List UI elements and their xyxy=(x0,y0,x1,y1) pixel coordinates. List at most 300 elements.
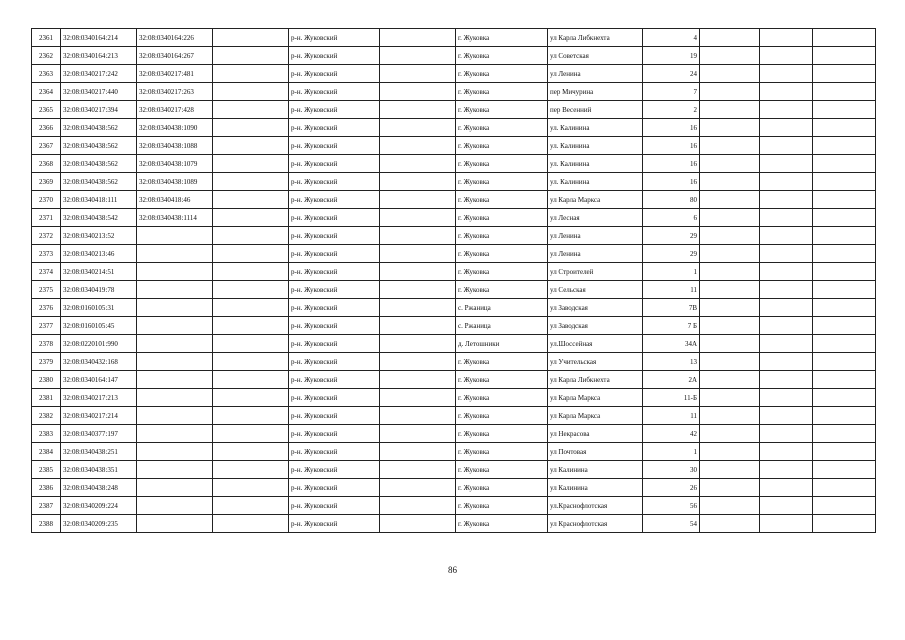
cell-empty-col xyxy=(213,281,289,299)
table-row xyxy=(32,461,876,479)
cell-cadastral-number: 32:08:0340438:248 xyxy=(61,479,137,497)
cell-empty-col xyxy=(213,317,289,335)
table-row xyxy=(32,497,876,515)
cell-empty-col-2 xyxy=(380,173,456,191)
cell-extra-col-2 xyxy=(760,209,813,227)
cell-empty-col-2 xyxy=(380,101,456,119)
cell-street: ул Советская xyxy=(548,47,643,65)
cell-row-number: 2383 xyxy=(32,425,61,443)
table-row xyxy=(32,515,876,533)
cell-empty-col xyxy=(213,389,289,407)
cell-district: р-н. Жуковский xyxy=(289,155,380,173)
cell-street: ул.Краснофлотская xyxy=(548,497,643,515)
cell-row-number: 2381 xyxy=(32,389,61,407)
cell-row-number: 2370 xyxy=(32,191,61,209)
cell-cadastral-number: 32:08:0340209:235 xyxy=(61,515,137,533)
cell-empty-col-2 xyxy=(380,29,456,47)
cell-district: р-н. Жуковский xyxy=(289,173,380,191)
cell-cadastral-number: 32:08:0220101:990 xyxy=(61,335,137,353)
table-body xyxy=(32,29,876,533)
cell-settlement: г. Жуковка xyxy=(456,137,548,155)
cell-extra-col-3 xyxy=(813,65,876,83)
cell-cadastral-number-2 xyxy=(137,353,213,371)
cell-extra-col-3 xyxy=(813,353,876,371)
cell-house-number: 26 xyxy=(643,479,700,497)
cell-row-number: 2375 xyxy=(32,281,61,299)
cell-empty-col xyxy=(213,335,289,353)
cell-house-number: 2А xyxy=(643,371,700,389)
cell-settlement: г. Жуковка xyxy=(456,263,548,281)
cell-extra-col-2 xyxy=(760,119,813,137)
cell-empty-col xyxy=(213,227,289,245)
cell-extra-col-1 xyxy=(700,389,760,407)
cell-district: р-н. Жуковский xyxy=(289,281,380,299)
cell-extra-col-3 xyxy=(813,137,876,155)
cell-extra-col-2 xyxy=(760,515,813,533)
cell-cadastral-number-2 xyxy=(137,245,213,263)
cell-settlement: г. Жуковка xyxy=(456,245,548,263)
table-row xyxy=(32,371,876,389)
cell-empty-col-2 xyxy=(380,191,456,209)
cell-row-number: 2378 xyxy=(32,335,61,353)
cell-district: р-н. Жуковский xyxy=(289,515,380,533)
cell-extra-col-2 xyxy=(760,353,813,371)
cell-extra-col-3 xyxy=(813,191,876,209)
cell-street: ул. Калинина xyxy=(548,155,643,173)
cell-extra-col-1 xyxy=(700,281,760,299)
table-row xyxy=(32,425,876,443)
cell-house-number: 4 xyxy=(643,29,700,47)
cell-street: пер Весенний xyxy=(548,101,643,119)
cell-street: ул Заводская xyxy=(548,317,643,335)
cell-extra-col-1 xyxy=(700,317,760,335)
cell-extra-col-3 xyxy=(813,389,876,407)
cell-extra-col-1 xyxy=(700,263,760,281)
cell-empty-col-2 xyxy=(380,371,456,389)
cell-extra-col-3 xyxy=(813,47,876,65)
cell-cadastral-number: 32:08:0340377:197 xyxy=(61,425,137,443)
cell-cadastral-number: 32:08:0340213:52 xyxy=(61,227,137,245)
cell-row-number: 2368 xyxy=(32,155,61,173)
cell-empty-col-2 xyxy=(380,389,456,407)
cell-extra-col-3 xyxy=(813,371,876,389)
cell-street: ул Некрасова xyxy=(548,425,643,443)
cell-empty-col-2 xyxy=(380,425,456,443)
cell-extra-col-3 xyxy=(813,101,876,119)
cell-district: р-н. Жуковский xyxy=(289,443,380,461)
cell-street: ул Лесная xyxy=(548,209,643,227)
cell-empty-col xyxy=(213,191,289,209)
cell-row-number: 2362 xyxy=(32,47,61,65)
table-row xyxy=(32,479,876,497)
cell-cadastral-number: 32:08:0340418:111 xyxy=(61,191,137,209)
cell-empty-col-2 xyxy=(380,335,456,353)
cell-settlement: г. Жуковка xyxy=(456,65,548,83)
cell-extra-col-1 xyxy=(700,227,760,245)
cell-row-number: 2388 xyxy=(32,515,61,533)
cell-house-number: 80 xyxy=(643,191,700,209)
cell-extra-col-3 xyxy=(813,299,876,317)
cell-extra-col-1 xyxy=(700,407,760,425)
cell-house-number: 34А xyxy=(643,335,700,353)
cell-street: ул Карла Маркса xyxy=(548,407,643,425)
cell-extra-col-1 xyxy=(700,209,760,227)
cell-street: ул Строителей xyxy=(548,263,643,281)
cell-extra-col-2 xyxy=(760,101,813,119)
cell-cadastral-number: 32:08:0340217:214 xyxy=(61,407,137,425)
table-row xyxy=(32,83,876,101)
cell-extra-col-3 xyxy=(813,407,876,425)
cell-settlement: г. Жуковка xyxy=(456,101,548,119)
cell-cadastral-number: 32:08:0340164:213 xyxy=(61,47,137,65)
cell-cadastral-number: 32:08:0340438:562 xyxy=(61,119,137,137)
cell-row-number: 2373 xyxy=(32,245,61,263)
cell-row-number: 2387 xyxy=(32,497,61,515)
cell-street: ул.Шоссейная xyxy=(548,335,643,353)
cell-empty-col-2 xyxy=(380,479,456,497)
cell-street: пер Мичурина xyxy=(548,83,643,101)
cell-street: ул Учительская xyxy=(548,353,643,371)
cell-extra-col-1 xyxy=(700,119,760,137)
cell-cadastral-number: 32:08:0340214:51 xyxy=(61,263,137,281)
cell-extra-col-2 xyxy=(760,443,813,461)
cell-empty-col xyxy=(213,425,289,443)
cell-extra-col-1 xyxy=(700,173,760,191)
cell-extra-col-2 xyxy=(760,83,813,101)
cell-empty-col xyxy=(213,83,289,101)
cell-row-number: 2380 xyxy=(32,371,61,389)
cell-row-number: 2379 xyxy=(32,353,61,371)
cell-empty-col xyxy=(213,245,289,263)
cell-settlement: г. Жуковка xyxy=(456,47,548,65)
cell-row-number: 2384 xyxy=(32,443,61,461)
cell-settlement: г. Жуковка xyxy=(456,515,548,533)
cell-empty-col-2 xyxy=(380,137,456,155)
cell-settlement: г. Жуковка xyxy=(456,227,548,245)
cell-extra-col-2 xyxy=(760,281,813,299)
cell-empty-col-2 xyxy=(380,317,456,335)
cell-extra-col-1 xyxy=(700,155,760,173)
cell-district: р-н. Жуковский xyxy=(289,191,380,209)
cell-extra-col-3 xyxy=(813,479,876,497)
cell-district: р-н. Жуковский xyxy=(289,65,380,83)
cell-cadastral-number: 32:08:0340217:242 xyxy=(61,65,137,83)
cell-extra-col-1 xyxy=(700,515,760,533)
cell-empty-col-2 xyxy=(380,443,456,461)
cell-settlement: г. Жуковка xyxy=(456,479,548,497)
cell-empty-col-2 xyxy=(380,119,456,137)
cell-district: р-н. Жуковский xyxy=(289,317,380,335)
cell-row-number: 2363 xyxy=(32,65,61,83)
cell-cadastral-number: 32:08:0340217:440 xyxy=(61,83,137,101)
cell-settlement: д. Летошники xyxy=(456,335,548,353)
cell-row-number: 2364 xyxy=(32,83,61,101)
cell-extra-col-2 xyxy=(760,479,813,497)
cell-empty-col xyxy=(213,173,289,191)
table-row xyxy=(32,209,876,227)
cell-house-number: 42 xyxy=(643,425,700,443)
cell-empty-col-2 xyxy=(380,299,456,317)
cell-row-number: 2374 xyxy=(32,263,61,281)
cell-house-number: 54 xyxy=(643,515,700,533)
table-row xyxy=(32,65,876,83)
cell-extra-col-1 xyxy=(700,29,760,47)
cell-empty-col-2 xyxy=(380,497,456,515)
cell-cadastral-number: 32:08:0340438:542 xyxy=(61,209,137,227)
cell-street: ул Карла Либкнехта xyxy=(548,29,643,47)
cell-cadastral-number-2 xyxy=(137,227,213,245)
cell-extra-col-2 xyxy=(760,137,813,155)
table-row xyxy=(32,299,876,317)
cell-cadastral-number: 32:08:0340217:394 xyxy=(61,101,137,119)
cell-settlement: г. Жуковка xyxy=(456,407,548,425)
cell-empty-col-2 xyxy=(380,227,456,245)
cell-cadastral-number: 32:08:0340438:562 xyxy=(61,137,137,155)
cell-row-number: 2365 xyxy=(32,101,61,119)
cell-cadastral-number-2: 32:08:0340438:1114 xyxy=(137,209,213,227)
cell-house-number: 7 Б xyxy=(643,317,700,335)
cell-extra-col-2 xyxy=(760,65,813,83)
cell-settlement: г. Жуковка xyxy=(456,191,548,209)
cell-empty-col-2 xyxy=(380,263,456,281)
cell-extra-col-3 xyxy=(813,209,876,227)
cell-district: р-н. Жуковский xyxy=(289,101,380,119)
cell-empty-col xyxy=(213,515,289,533)
cell-street: ул Калинина xyxy=(548,461,643,479)
cell-cadastral-number-2: 32:08:0340164:267 xyxy=(137,47,213,65)
cell-house-number: 2 xyxy=(643,101,700,119)
cell-row-number: 2385 xyxy=(32,461,61,479)
cell-empty-col-2 xyxy=(380,245,456,263)
cell-extra-col-2 xyxy=(760,227,813,245)
cell-house-number: 30 xyxy=(643,461,700,479)
cell-extra-col-1 xyxy=(700,479,760,497)
cell-settlement: г. Жуковка xyxy=(456,389,548,407)
cell-empty-col xyxy=(213,47,289,65)
cell-district: р-н. Жуковский xyxy=(289,371,380,389)
cell-cadastral-number-2: 32:08:0340164:226 xyxy=(137,29,213,47)
cell-street: ул Краснофлотская xyxy=(548,515,643,533)
cell-house-number: 1 xyxy=(643,443,700,461)
cell-row-number: 2377 xyxy=(32,317,61,335)
cell-district: р-н. Жуковский xyxy=(289,497,380,515)
cell-empty-col xyxy=(213,155,289,173)
table-row xyxy=(32,443,876,461)
table-row xyxy=(32,173,876,191)
cell-cadastral-number-2: 32:08:0340438:1089 xyxy=(137,173,213,191)
cell-extra-col-1 xyxy=(700,353,760,371)
cell-cadastral-number-2: 32:08:0340438:1079 xyxy=(137,155,213,173)
cell-district: р-н. Жуковский xyxy=(289,353,380,371)
cell-extra-col-1 xyxy=(700,443,760,461)
cell-extra-col-2 xyxy=(760,407,813,425)
cell-cadastral-number: 32:08:0340164:214 xyxy=(61,29,137,47)
cell-empty-col xyxy=(213,443,289,461)
cell-row-number: 2371 xyxy=(32,209,61,227)
table-row xyxy=(32,281,876,299)
cell-settlement: с. Ржаница xyxy=(456,299,548,317)
cell-district: р-н. Жуковский xyxy=(289,425,380,443)
cell-street: ул Ленина xyxy=(548,65,643,83)
cell-settlement: г. Жуковка xyxy=(456,425,548,443)
cell-row-number: 2361 xyxy=(32,29,61,47)
table-row xyxy=(32,155,876,173)
cell-extra-col-1 xyxy=(700,83,760,101)
cell-street: ул. Калинина xyxy=(548,137,643,155)
cell-district: р-н. Жуковский xyxy=(289,209,380,227)
cell-extra-col-1 xyxy=(700,137,760,155)
cell-extra-col-2 xyxy=(760,497,813,515)
cell-house-number: 24 xyxy=(643,65,700,83)
table-row xyxy=(32,29,876,47)
cell-district: р-н. Жуковский xyxy=(289,227,380,245)
table-row xyxy=(32,137,876,155)
cell-district: р-н. Жуковский xyxy=(289,137,380,155)
cell-empty-col-2 xyxy=(380,155,456,173)
cell-empty-col xyxy=(213,263,289,281)
table-row xyxy=(32,407,876,425)
cell-settlement: г. Жуковка xyxy=(456,371,548,389)
cell-house-number: 29 xyxy=(643,227,700,245)
table-row xyxy=(32,47,876,65)
cell-cadastral-number: 32:08:0340164:147 xyxy=(61,371,137,389)
cell-cadastral-number-2: 32:08:0340438:1088 xyxy=(137,137,213,155)
table-row xyxy=(32,227,876,245)
cell-extra-col-2 xyxy=(760,389,813,407)
cell-extra-col-3 xyxy=(813,443,876,461)
cell-cadastral-number-2 xyxy=(137,497,213,515)
cell-settlement: г. Жуковка xyxy=(456,281,548,299)
cell-empty-col xyxy=(213,65,289,83)
cell-empty-col xyxy=(213,119,289,137)
cell-cadastral-number-2 xyxy=(137,425,213,443)
cell-extra-col-3 xyxy=(813,335,876,353)
cell-empty-col-2 xyxy=(380,407,456,425)
cell-settlement: г. Жуковка xyxy=(456,29,548,47)
cell-extra-col-3 xyxy=(813,155,876,173)
cell-empty-col-2 xyxy=(380,47,456,65)
cell-extra-col-3 xyxy=(813,497,876,515)
cell-settlement: г. Жуковка xyxy=(456,209,548,227)
cell-empty-col xyxy=(213,299,289,317)
cell-cadastral-number-2: 32:08:0340438:1090 xyxy=(137,119,213,137)
cell-extra-col-1 xyxy=(700,461,760,479)
cell-street: ул. Калинина xyxy=(548,173,643,191)
cell-extra-col-2 xyxy=(760,299,813,317)
cell-settlement: г. Жуковка xyxy=(456,155,548,173)
cell-extra-col-2 xyxy=(760,335,813,353)
cell-district: р-н. Жуковский xyxy=(289,83,380,101)
cell-cadastral-number-2: 32:08:0340217:428 xyxy=(137,101,213,119)
cell-empty-col xyxy=(213,407,289,425)
cell-settlement: г. Жуковка xyxy=(456,353,548,371)
table-row xyxy=(32,191,876,209)
cell-extra-col-2 xyxy=(760,425,813,443)
cell-street: ул Карла Либкнехта xyxy=(548,371,643,389)
cell-row-number: 2367 xyxy=(32,137,61,155)
table-row xyxy=(32,245,876,263)
cell-district: р-н. Жуковский xyxy=(289,479,380,497)
cell-street: ул. Калинина xyxy=(548,119,643,137)
cell-extra-col-2 xyxy=(760,29,813,47)
cell-row-number: 2386 xyxy=(32,479,61,497)
cell-empty-col-2 xyxy=(380,515,456,533)
cell-cadastral-number-2: 32:08:0340217:263 xyxy=(137,83,213,101)
table-row xyxy=(32,101,876,119)
cell-empty-col xyxy=(213,353,289,371)
cell-empty-col-2 xyxy=(380,461,456,479)
cell-row-number: 2369 xyxy=(32,173,61,191)
cell-district: р-н. Жуковский xyxy=(289,407,380,425)
cell-cadastral-number-2 xyxy=(137,443,213,461)
cell-cadastral-number-2 xyxy=(137,371,213,389)
cell-district: р-н. Жуковский xyxy=(289,119,380,137)
cell-settlement: г. Жуковка xyxy=(456,83,548,101)
cell-settlement: г. Жуковка xyxy=(456,497,548,515)
cell-house-number: 11-Б xyxy=(643,389,700,407)
cell-extra-col-3 xyxy=(813,119,876,137)
cell-row-number: 2376 xyxy=(32,299,61,317)
cell-cadastral-number: 32:08:0340438:562 xyxy=(61,155,137,173)
cell-cadastral-number-2 xyxy=(137,263,213,281)
cell-cadastral-number-2 xyxy=(137,515,213,533)
cell-district: р-н. Жуковский xyxy=(289,29,380,47)
cell-house-number: 16 xyxy=(643,119,700,137)
cell-cadastral-number-2 xyxy=(137,335,213,353)
cell-empty-col xyxy=(213,479,289,497)
cell-house-number: 7 xyxy=(643,83,700,101)
cell-extra-col-2 xyxy=(760,317,813,335)
cell-district: р-н. Жуковский xyxy=(289,47,380,65)
cell-house-number: 16 xyxy=(643,155,700,173)
cell-empty-col xyxy=(213,137,289,155)
cell-house-number: 29 xyxy=(643,245,700,263)
cell-extra-col-3 xyxy=(813,425,876,443)
cell-district: р-н. Жуковский xyxy=(289,245,380,263)
cell-house-number: 11 xyxy=(643,281,700,299)
cell-extra-col-1 xyxy=(700,497,760,515)
cell-street: ул Заводская xyxy=(548,299,643,317)
cell-cadastral-number: 32:08:0340438:562 xyxy=(61,173,137,191)
cell-cadastral-number: 32:08:0340419:78 xyxy=(61,281,137,299)
cell-extra-col-1 xyxy=(700,335,760,353)
table-row xyxy=(32,335,876,353)
cell-cadastral-number: 32:08:0340213:46 xyxy=(61,245,137,263)
cell-cadastral-number: 32:08:0160105:31 xyxy=(61,299,137,317)
cell-extra-col-3 xyxy=(813,281,876,299)
cell-house-number: 19 xyxy=(643,47,700,65)
cell-settlement: г. Жуковка xyxy=(456,173,548,191)
cell-street: ул Калинина xyxy=(548,479,643,497)
table-row xyxy=(32,119,876,137)
cell-extra-col-1 xyxy=(700,299,760,317)
cell-extra-col-1 xyxy=(700,425,760,443)
cell-row-number: 2382 xyxy=(32,407,61,425)
cell-cadastral-number: 32:08:0160105:45 xyxy=(61,317,137,335)
cell-cadastral-number-2 xyxy=(137,479,213,497)
cell-settlement: с. Ржаница xyxy=(456,317,548,335)
cell-street: ул Ленина xyxy=(548,245,643,263)
cell-empty-col-2 xyxy=(380,353,456,371)
cell-district: р-н. Жуковский xyxy=(289,335,380,353)
cell-house-number: 1 xyxy=(643,263,700,281)
cell-cadastral-number: 32:08:0340209:224 xyxy=(61,497,137,515)
cell-extra-col-3 xyxy=(813,29,876,47)
cell-extra-col-3 xyxy=(813,173,876,191)
cell-extra-col-1 xyxy=(700,245,760,263)
cell-settlement: г. Жуковка xyxy=(456,461,548,479)
cell-empty-col xyxy=(213,29,289,47)
